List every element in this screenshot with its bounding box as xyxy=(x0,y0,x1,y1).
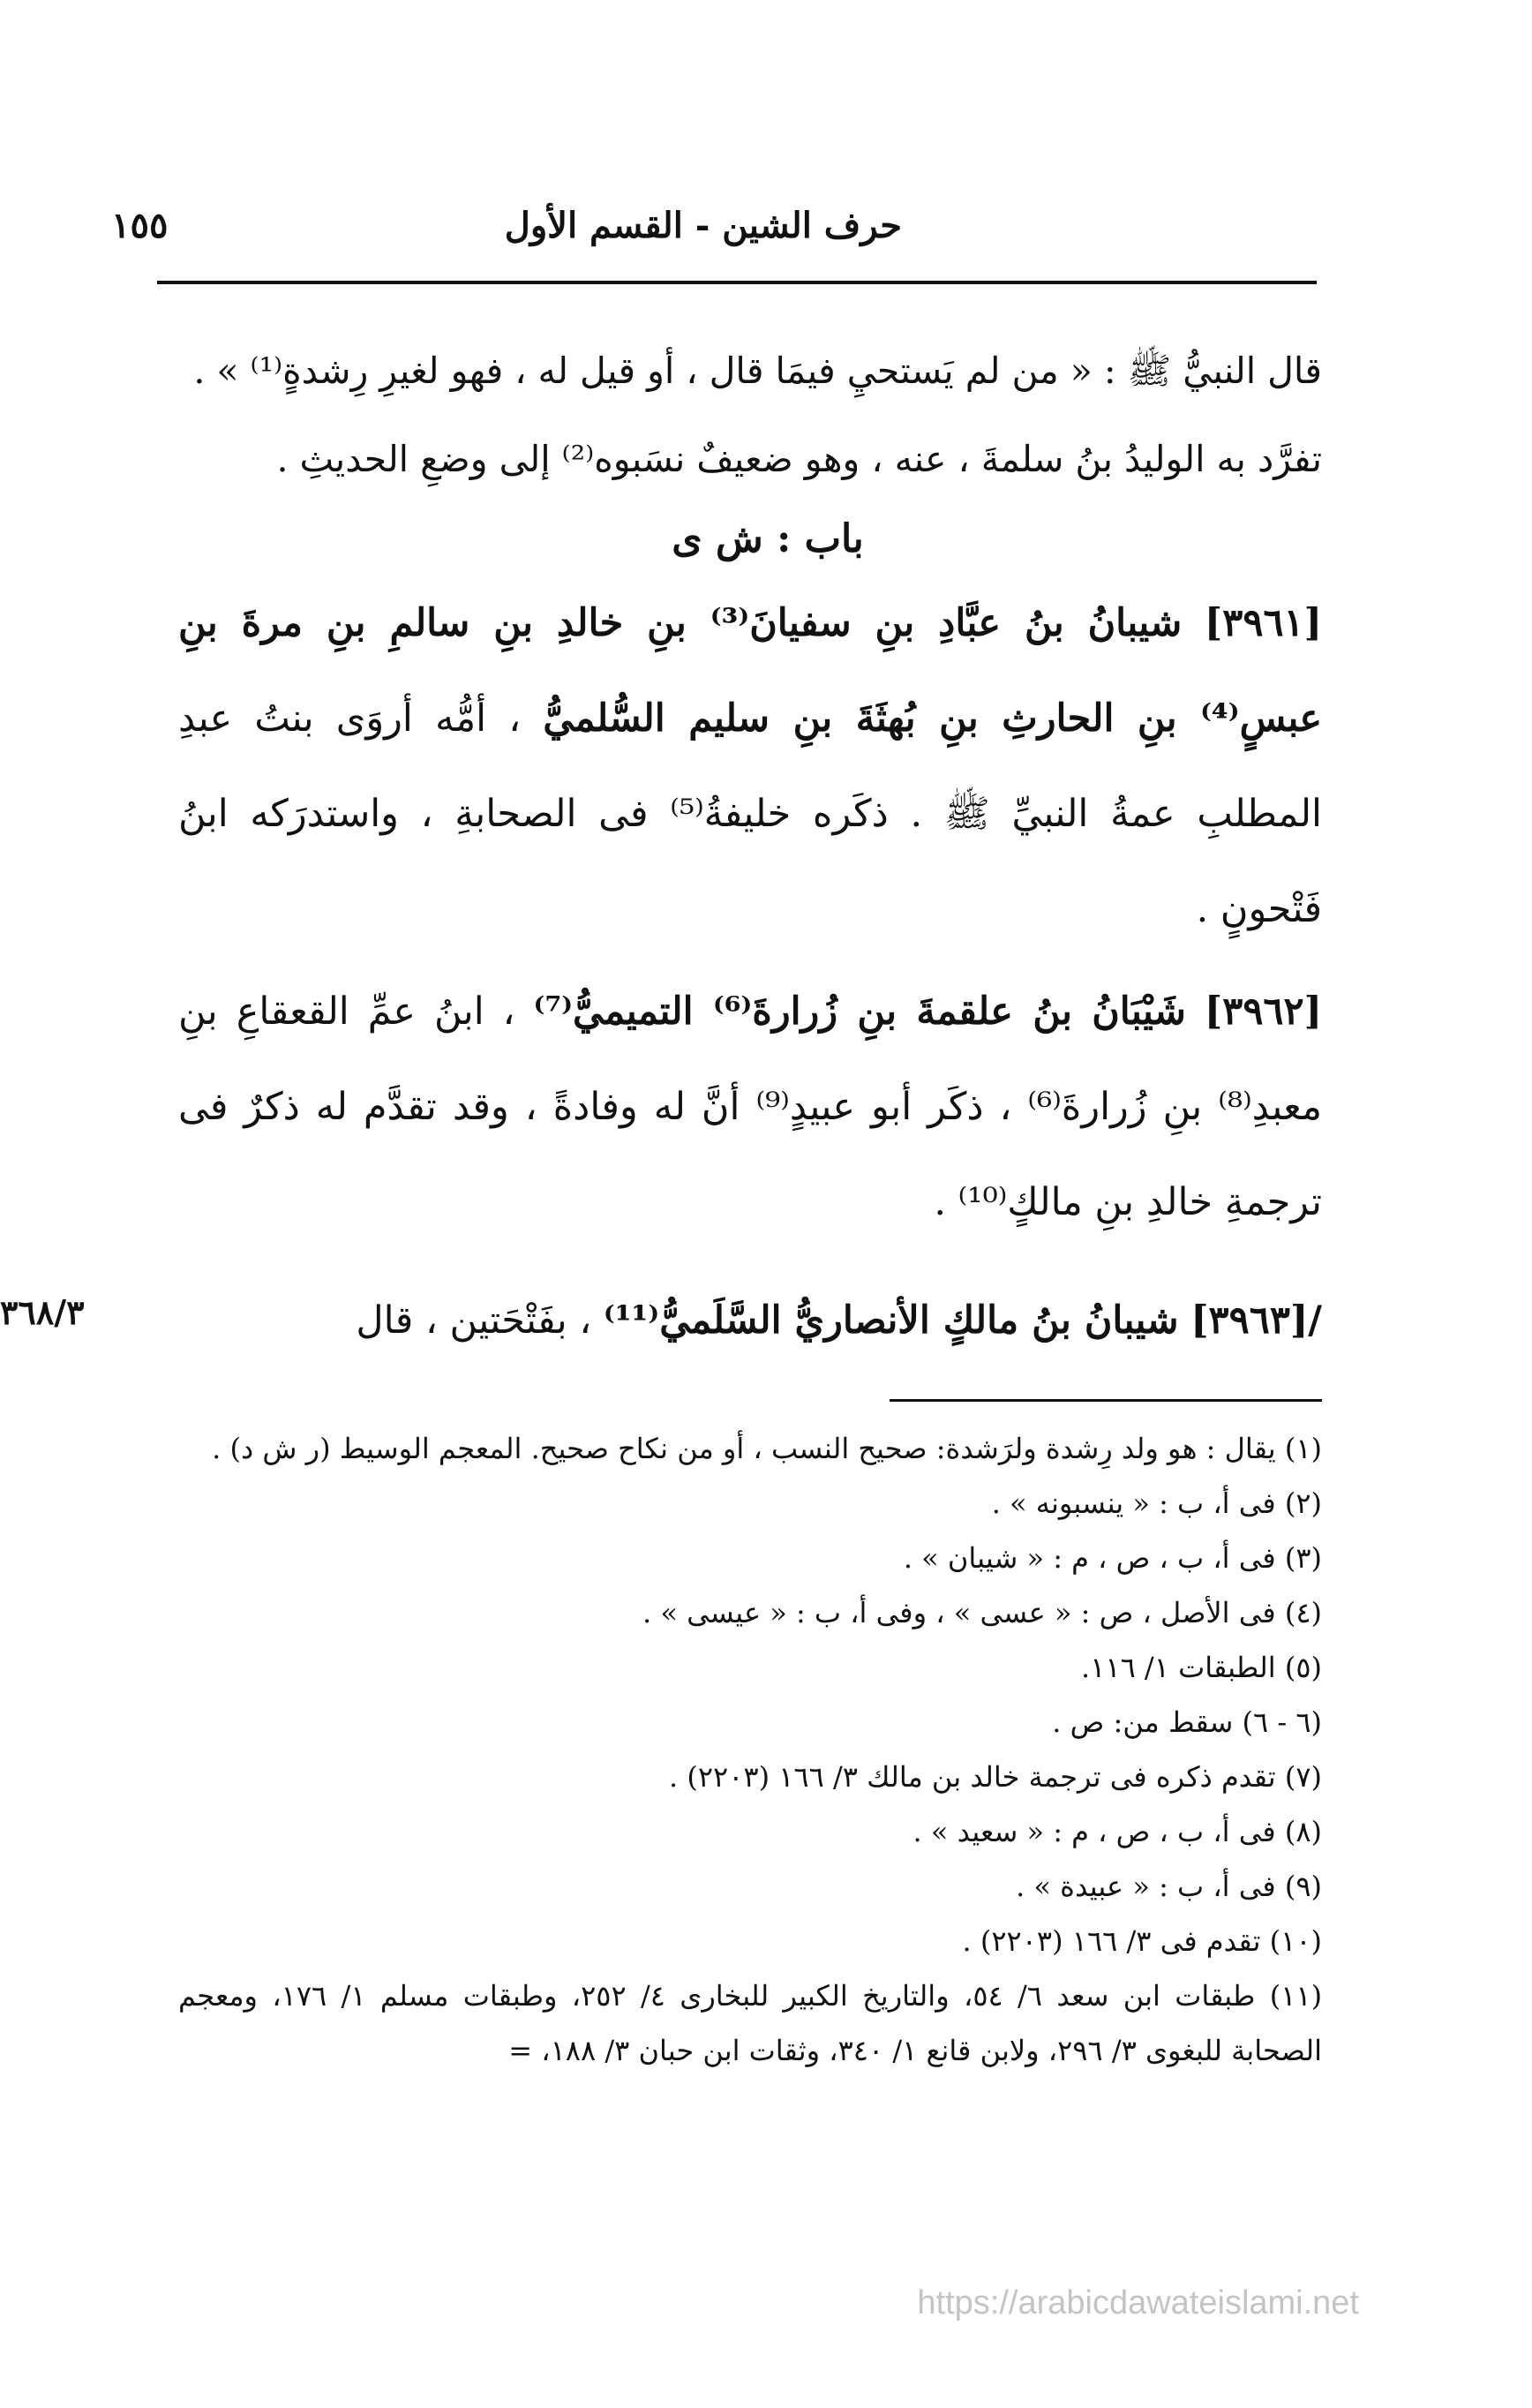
footnote-text: طبقات ابن سعد ٦/ ٥٤، والتاريخ الكبير للبخارى ٤/ ٢٥٢، وطبقات مسلم ١/ ١٧٦، ومعجم الصحابة للبغوى ٣/ ٢٩٦، ولابن قانع ١/ ٣٤٠، وثقات ابن حبان ٣/ ١٨٨، = xyxy=(178,1979,1322,2067)
entry-3963 xyxy=(175,1276,1322,1365)
footnote xyxy=(178,1531,1322,1585)
margin-reference: ٣٦٨/٣ xyxy=(0,1292,85,1332)
footnote-number: (٢) xyxy=(1284,1486,1322,1520)
footnote-rule xyxy=(890,1399,1322,1402)
entry-number: /[٣٩٦٣] xyxy=(1190,1298,1322,1343)
footnote xyxy=(178,1585,1322,1640)
footnote xyxy=(178,1640,1322,1695)
hadith-paragraph: قال النبيُّ ﷺ : « من لم يَستحيِ فيمَا قال ، أو قيل له ، فهو لغيرِ رِشدةٍ⁽¹⁾ » . xyxy=(193,350,1322,392)
footnote-text: سقط من: ص . xyxy=(1052,1705,1234,1739)
running-title: حرف الشين - القسم الأول xyxy=(504,205,902,246)
footnote xyxy=(178,1968,1322,2078)
entry-text: ، بفَتْحَتين ، قال xyxy=(356,1298,592,1343)
footnote-number: (١١) xyxy=(1269,1979,1323,2013)
footnote xyxy=(178,1804,1322,1859)
footnotes xyxy=(178,1421,1322,2078)
entry-text: ، أمُّه أروَى بنتُ عبدِ المطلبِ عمةُ النبيِّ ﷺ . ذكَره خليفةُ⁽⁵⁾ فى الصحابةِ ، واستدرَكه ابنُ فَتْحونٍ . xyxy=(178,696,1322,931)
entry-3961 xyxy=(178,576,1322,957)
footnote-text: فى الأصل ، ص : « عسى » ، وفى أ، ب : « عيسى » . xyxy=(642,1596,1276,1629)
footnote-number: (٤) xyxy=(1284,1596,1322,1629)
main-text xyxy=(178,327,1322,1250)
entry-3962 xyxy=(178,964,1322,1250)
entry-text: ، ابنُ عمِّ القعقاعِ بنِ معبدِ⁽⁸⁾ بنِ زُرارةَ⁽⁶⁾ ، ذكَر أبو عبيدٍ⁽⁹⁾ أنَّ له وفادةً ، وقد تقدَّم له ذكرٌ فى ترجمةِ خالدِ بنِ مالكٍ⁽¹⁰⁾ . xyxy=(178,990,1322,1224)
header-rule xyxy=(157,281,1317,284)
entry-name: شيبانُ بنُ مالكٍ الأنصاريُّ السَّلَميُّ⁽¹¹⁾ xyxy=(603,1298,1179,1343)
footnote-number: (٧) xyxy=(1284,1760,1322,1794)
entry-number: [٣٩٦٢] xyxy=(1204,990,1322,1034)
entry-name: شيبانُ بنُ عبَّادِ بنِ سفيانَ⁽³⁾ بنِ خالدِ بنِ سالمِ بنِ مرةَ بنِ عبسٍ⁽⁴⁾ بنِ الحارثِ بنِ بُهثَةَ بنِ سليم السُّلميُّ xyxy=(178,601,1323,741)
page-number: ١٥٥ xyxy=(111,205,169,246)
footnote-text: فى أ، ب ، ص ، م : « شيبان » . xyxy=(903,1541,1276,1575)
watermark-url: https://arabicdawateislami.net xyxy=(917,2284,1359,2321)
footnote-number: (٥) xyxy=(1284,1651,1322,1684)
footnote-text: تقدم ذكره فى ترجمة خالد بن مالك ٣/ ١٦٦ (٢٢٠٣) . xyxy=(669,1760,1276,1794)
footnote xyxy=(178,1421,1322,1476)
footnote xyxy=(178,1695,1322,1750)
footnote xyxy=(178,1476,1322,1531)
entry-name: شَيْبَانُ بنُ علقمةَ بنِ زُرارةَ⁽⁶⁾ التميميُّ⁽⁷⁾ xyxy=(533,990,1186,1034)
footnote-text: فى أ، ب : « ينسبونه » . xyxy=(991,1486,1276,1520)
footnote-number: (١٠) xyxy=(1269,1924,1322,1958)
footnote xyxy=(178,1750,1322,1804)
footnote xyxy=(178,1859,1322,1914)
footnote-number: (٣) xyxy=(1284,1541,1322,1575)
spacer xyxy=(178,957,1322,964)
footnote-text: فى أ، ب ، ص ، م : « سعيد » . xyxy=(912,1815,1276,1848)
running-head xyxy=(106,205,1317,267)
footnote-number: (٨) xyxy=(1284,1815,1322,1848)
hadith-note-paragraph: تفرَّد به الوليدُ بنُ سلمةَ ، عنه ، وهو ضعيفٌ نسَبوه⁽²⁾ إلى وضعِ الحديثِ . xyxy=(276,438,1322,480)
footnote-number: (٦ - ٦) xyxy=(1242,1705,1322,1739)
entry-number: [٣٩٦١] xyxy=(1204,601,1322,645)
footnote-text: يقال : هو ولد رِشدة ولرَشدة: صحيح النسب ، أو من نكاح صحيح. المعجم الوسيط (ر ش د) . xyxy=(212,1432,1276,1465)
footnote-number: (١) xyxy=(1284,1432,1322,1465)
section-heading: باب : ش ى xyxy=(672,516,864,561)
footnote-text: الطبقات ١/ ١١٦. xyxy=(1081,1651,1276,1684)
footnote-number: (٩) xyxy=(1284,1870,1322,1903)
footnote-text: تقدم فى ٣/ ١٦٦ (٢٢٠٣) . xyxy=(962,1924,1261,1958)
footnote-text: فى أ، ب : « عبيدة » . xyxy=(1016,1870,1276,1903)
footnote xyxy=(178,1914,1322,1968)
